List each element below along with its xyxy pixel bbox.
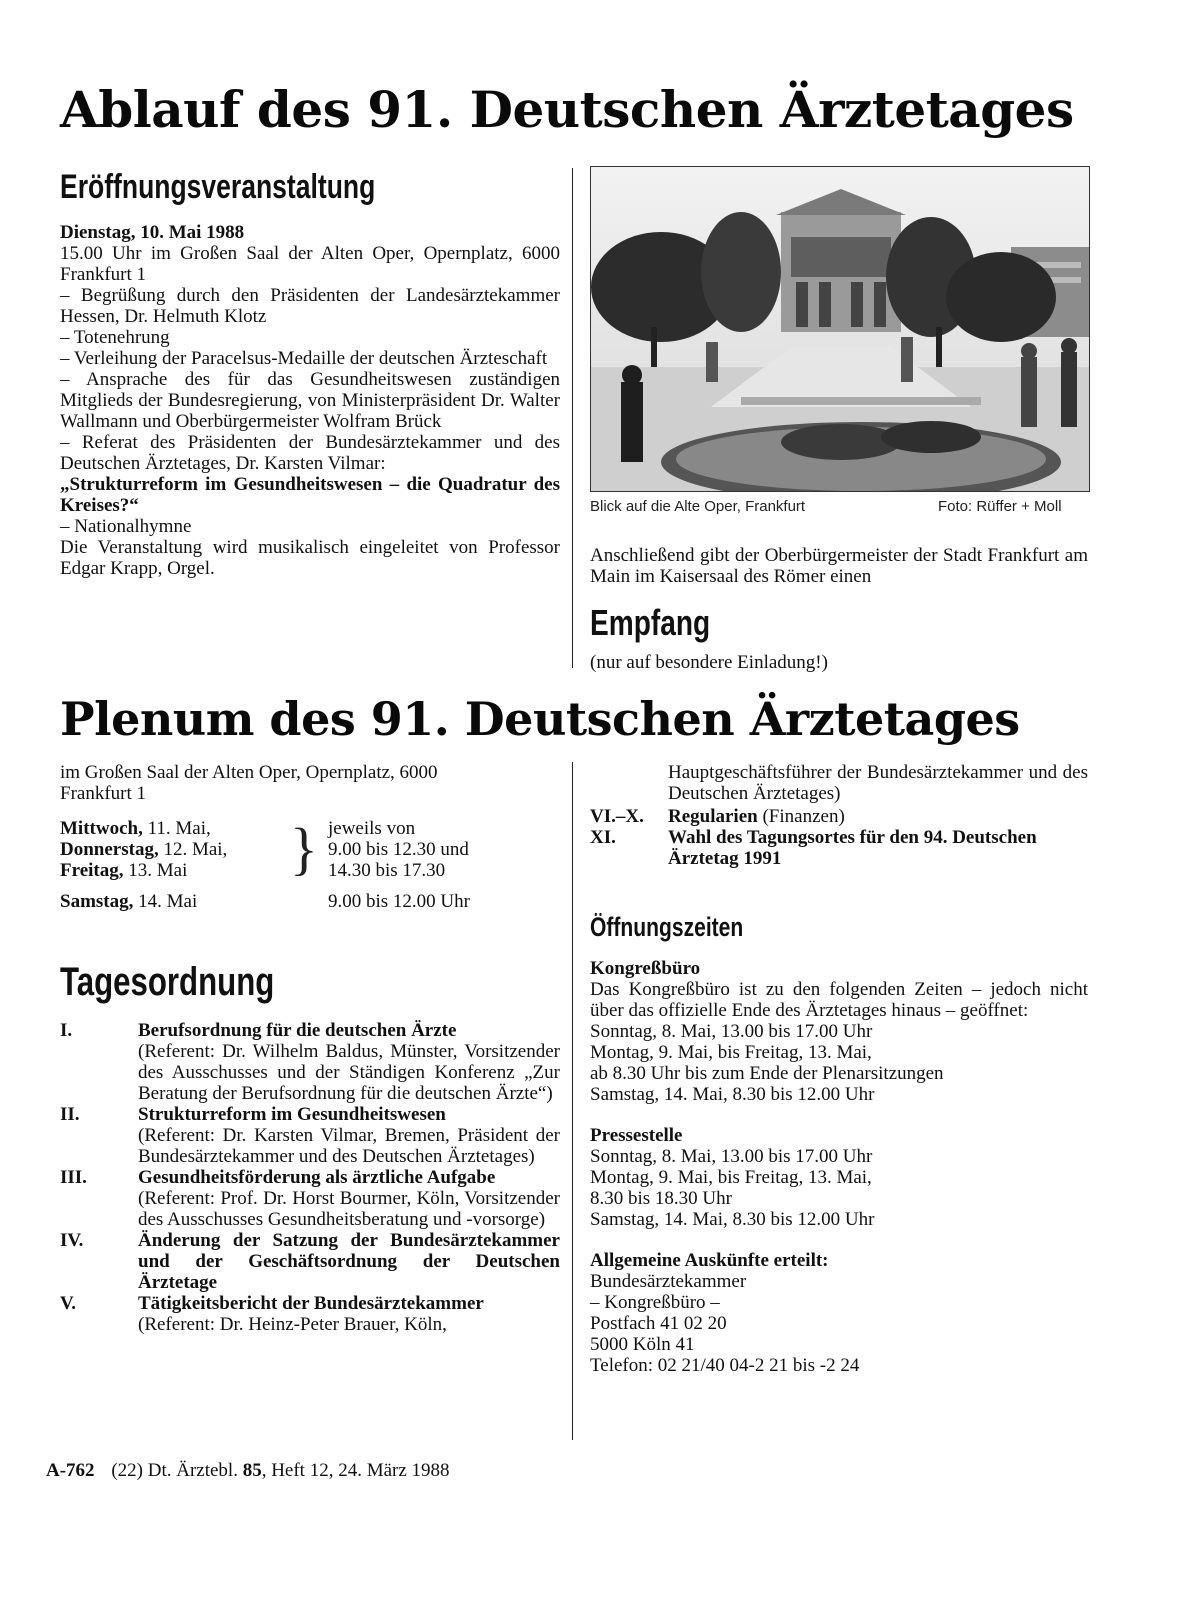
press-hours: Montag, 9. Mai, bis Freitag, 13. Mai, bbox=[590, 1167, 872, 1188]
hours-heading: Öffnungszeiten bbox=[590, 912, 744, 942]
opening-item: – Ansprache des für das Gesundheitswesen zuständigen Mitglieds der Bundesregierung, von Ministerpräsident Dr. Walter Wallmann und Oberbürgermeister Wolfram Brück bbox=[60, 369, 560, 432]
office-hours: Montag, 9. Mai, bis Freitag, 13. Mai, bbox=[590, 1042, 872, 1063]
office-hours: ab 8.30 Uhr bis zum Ende der Plenarsitzungen bbox=[590, 1063, 944, 1084]
schedule-day: Donnerstag, bbox=[60, 839, 159, 860]
opening-item: – Verleihung der Paracelsus-Medaille der deutschen Ärzteschaft bbox=[60, 348, 548, 369]
info-line: 5000 Köln 41 bbox=[590, 1334, 695, 1355]
agenda-list bbox=[60, 1020, 560, 1335]
plenum-schedule bbox=[60, 818, 469, 881]
agenda-item: Änderung der Satzung der Bundesärztekammer und der Geschäftsordnung der Deutschen Ärztetage bbox=[138, 1230, 560, 1293]
agenda-item: Strukturreform im Gesundheitswesen (Referent: Dr. Karsten Vilmar, Bremen, Präsident der Bundesärztekammer und des Deutschen Ärztetages) bbox=[138, 1104, 560, 1167]
schedule-day: Mittwoch, bbox=[60, 818, 143, 839]
plenum-place: im Großen Saal der Alten Oper, Opernplatz, 6000 Frankfurt 1 bbox=[60, 762, 438, 804]
office-hours: Samstag, 14. Mai, 8.30 bis 12.00 Uhr bbox=[590, 1084, 875, 1105]
schedule-day: Freitag, bbox=[60, 860, 124, 881]
opening-item: – Begrüßung durch den Präsidenten der Landesärztekammer Hessen, Dr. Helmuth Klotz bbox=[60, 285, 560, 327]
opening-place: 15.00 Uhr im Großen Saal der Alten Oper, Opernplatz, 6000 Frankfurt 1 bbox=[60, 243, 560, 285]
opening-section bbox=[60, 222, 560, 579]
press-hours: 8.30 bis 18.30 Uhr bbox=[590, 1188, 732, 1209]
lecture-title: „Strukturreform im Gesundheitswesen – die Quadratur des Kreises?“ bbox=[60, 474, 560, 516]
info-line: – Kongreßbüro – bbox=[590, 1292, 720, 1313]
agenda-item: Berufsordnung für die deutschen Ärzte (Referent: Dr. Wilhelm Baldus, Münster, Vorsitzender des Ausschusses und der Ständigen Konferenz „Zur Beratung der Berufsordnung für die deutschen Ärzte“) bbox=[138, 1020, 560, 1104]
schedule-row bbox=[60, 818, 469, 839]
agenda-number: IV. bbox=[60, 1230, 84, 1251]
column-divider bbox=[572, 168, 573, 668]
reception-intro: Anschließend gibt der Oberbürgermeister der Stadt Frankfurt am Main im Kaisersaal des Römer einen bbox=[590, 545, 1088, 587]
schedule-row bbox=[60, 860, 469, 881]
agenda-number: V. bbox=[60, 1293, 77, 1314]
agenda-number: III. bbox=[60, 1167, 87, 1188]
schedule-time: 9.00 bis 12.30 und bbox=[328, 839, 469, 860]
agenda-number: VI.–X. bbox=[590, 806, 644, 827]
schedule-brace: } bbox=[290, 816, 318, 881]
hours-section bbox=[590, 958, 1088, 1376]
reception-heading: Empfang bbox=[590, 602, 711, 643]
page-number: A-762 bbox=[46, 1460, 95, 1481]
info-line: Bundesärztekammer bbox=[590, 1271, 747, 1292]
schedule-date: 13. Mai bbox=[123, 860, 188, 881]
agenda-list-right bbox=[590, 806, 1088, 869]
opening-item: – Totenehrung bbox=[60, 327, 170, 348]
journal-citation: (22) Dt. Ärztebl. 85, Heft 12, 24. März 1988 bbox=[111, 1460, 450, 1481]
page-footer bbox=[46, 1460, 450, 1481]
agenda-heading: Tagesordnung bbox=[60, 960, 275, 1004]
schedule-time: jeweils von bbox=[328, 818, 416, 839]
opening-anthem: – Nationalhymne bbox=[60, 516, 192, 537]
office-text: Das Kongreßbüro ist zu den folgenden Zeiten – jedoch nicht über das offizielle Ende des Ärztetages hinaus – geöffnet: bbox=[590, 979, 1088, 1021]
agenda-continuation: Hauptgeschäftsführer der Bundesärztekammer und des Deutschen Ärztetages) bbox=[668, 762, 1088, 804]
schedule-row bbox=[60, 839, 469, 860]
info-line: Telefon: 02 21/40 04-2 21 bis -2 24 bbox=[590, 1355, 860, 1376]
agenda-item: Wahl des Tagungsortes für den 94. Deutschen Ärztetag 1991 bbox=[668, 827, 1037, 869]
schedule-date: 12. Mai, bbox=[158, 839, 228, 860]
opening-date: Dienstag, 10. Mai 1988 bbox=[60, 222, 245, 243]
schedule-saturday bbox=[60, 891, 197, 912]
agenda-item: Regularien (Finanzen) bbox=[668, 806, 845, 827]
agenda-number: I. bbox=[60, 1020, 73, 1041]
reception-note: (nur auf besondere Einladung!) bbox=[590, 652, 828, 673]
photo-caption: Blick auf die Alte Oper, Frankfurt bbox=[590, 498, 806, 515]
photo-credit: Foto: Rüffer + Moll bbox=[938, 498, 1062, 515]
press-hours: Samstag, 14. Mai, 8.30 bis 12.00 Uhr bbox=[590, 1209, 875, 1230]
opera-photo-illustration bbox=[591, 167, 1089, 491]
press-title: Pressestelle bbox=[590, 1125, 683, 1146]
agenda-number: II. bbox=[60, 1104, 80, 1125]
agenda-item: Tätigkeitsbericht der Bundesärztekammer (Referent: Dr. Heinz-Peter Brauer, Köln, bbox=[138, 1293, 484, 1335]
photo-alte-oper bbox=[590, 166, 1090, 492]
agenda-item: Gesundheitsförderung als ärztliche Aufgabe (Referent: Prof. Dr. Horst Bourmer, Köln, Vorsitzender des Ausschusses Gesundheitsberatung und -vorsorge) bbox=[138, 1167, 560, 1230]
schedule-saturday-time: 9.00 bis 12.00 Uhr bbox=[328, 891, 470, 912]
info-title: Allgemeine Auskünfte erteilt: bbox=[590, 1250, 829, 1271]
office-title: Kongreßbüro bbox=[590, 958, 701, 979]
opening-heading: Eröffnungsveranstaltung bbox=[60, 168, 376, 206]
page-title: Ablauf des 91. Deutschen Ärztetages bbox=[60, 80, 1074, 139]
info-line: Postfach 41 02 20 bbox=[590, 1313, 727, 1334]
schedule-day: Samstag, bbox=[60, 891, 134, 912]
schedule-time: 14.30 bis 17.30 bbox=[328, 860, 446, 881]
opening-item: – Referat des Präsidenten der Bundesärztekammer und des Deutschen Ärztetages, Dr. Karsten Vilmar: bbox=[60, 432, 560, 474]
office-hours: Sonntag, 8. Mai, 13.00 bis 17.00 Uhr bbox=[590, 1021, 873, 1042]
agenda-number: XI. bbox=[590, 827, 616, 848]
schedule-date: 14. Mai bbox=[133, 891, 198, 912]
schedule-date: 11. Mai, bbox=[142, 818, 211, 839]
opening-music: Die Veranstaltung wird musikalisch eingeleitet von Professor Edgar Krapp, Orgel. bbox=[60, 537, 560, 579]
press-hours: Sonntag, 8. Mai, 13.00 bis 17.00 Uhr bbox=[590, 1146, 873, 1167]
plenum-title: Plenum des 91. Deutschen Ärztetages bbox=[60, 692, 1020, 746]
column-divider bbox=[572, 762, 573, 1440]
